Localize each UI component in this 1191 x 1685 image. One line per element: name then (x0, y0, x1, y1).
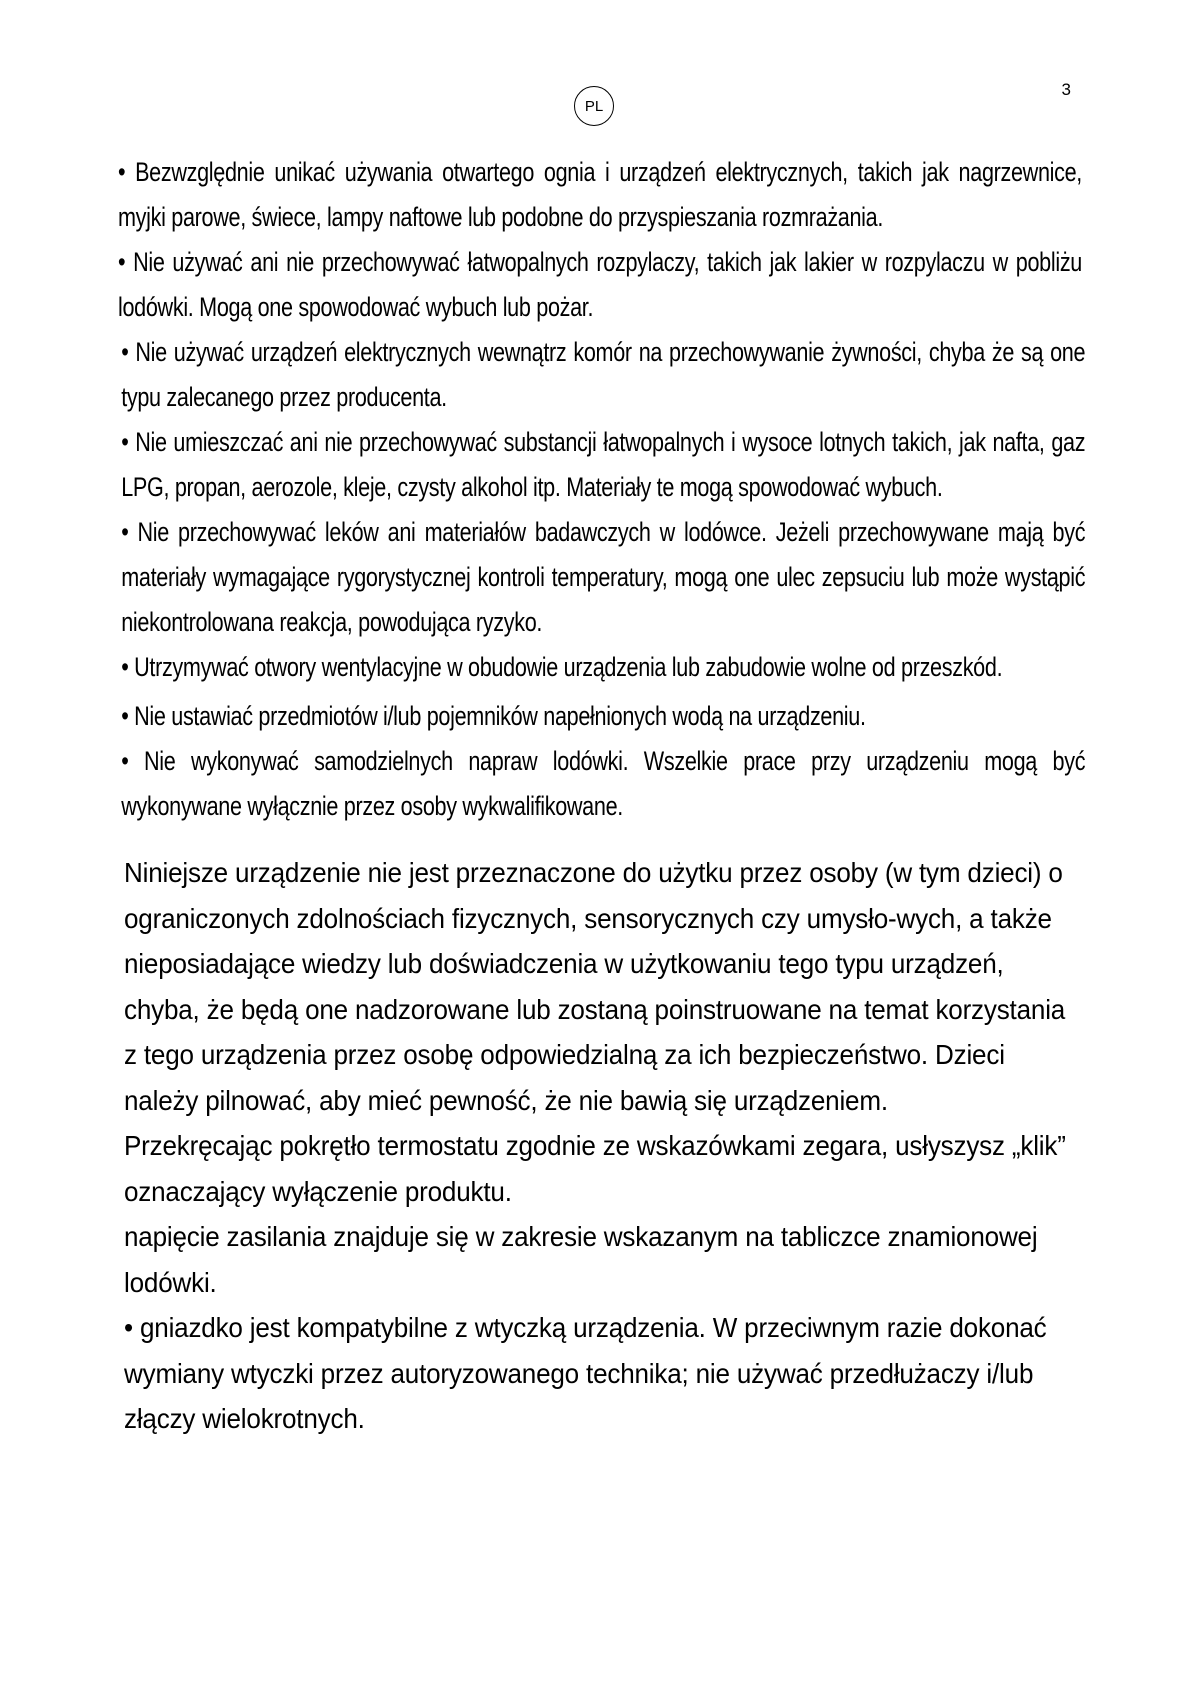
warning-item: • Nie przechowywać leków ani materiałów badawczych w lodówce. Jeżeli przechowywane mają być materiały wymagające rygorystycznej kontroli temperatury, mogą one ulec zepsuciu lub może wystąpić niekontrolowana reakcja, powodująca ryzyko. (121, 517, 1086, 637)
warning-item: • Nie wykonywać samodzielnych napraw lodówki. Wszelkie prace przy urządzeniu mogą być wykonywane wyłącznie przez osoby wykwalifikowane. (121, 746, 1086, 821)
paragraph-voltage: napięcie zasilania znajduje się w zakresie wskazanym na tabliczce znamionowej lodówki. (124, 1221, 1038, 1298)
warning-item: • Nie używać ani nie przechowywać łatwopalnych rozpylaczy, takich jak lakier w rozpylaczu w pobliżu lodówki. Mogą one spowodować wybuch lub pożar. (118, 247, 1082, 322)
paragraph-thermostat: Przekręcając pokrętło termostatu zgodnie ze wskazówkami zegara, usłyszysz „klik” oznaczający wyłączenie produktu. (124, 1130, 1066, 1207)
paragraph-disability-notice: Niniejsze urządzenie nie jest przeznaczone do użytku przez osoby (w tym dzieci) o ograniczonych zdolnościach fizycznych, sensorycznych czy umysło-wych, a także nieposiadające wiedzy lub doświadczenia w użytkowaniu tego typu urządzeń, chyba, że będą one nadzorowane lub zostaną poinstruowane na temat korzystania z tego urządzenia przez osobę odpowiedzialną za ich bezpieczeństwo. Dzieci należy pilnować, aby mieć pewność, że nie bawią się urządzeniem. (124, 857, 1066, 1116)
body-text (124, 850, 1084, 1442)
warning-item: • Nie ustawiać przedmiotów i/lub pojemników napełnionych wodą na urządzeniu. (121, 701, 866, 731)
warning-item: • Nie używać urządzeń elektrycznych wewnątrz komór na przechowywanie żywności, chyba że są one typu zalecanego przez producenta. (121, 337, 1086, 412)
page-number: 3 (1061, 80, 1071, 99)
warnings-list (118, 150, 1086, 829)
warning-item: • Nie umieszczać ani nie przechowywać substancji łatwopalnych i wysoce lotnych takich, jak nafta, gaz LPG, propan, aerozole, kleje, czysty alkohol itp. Materiały te mogą spowodować wybuch. (121, 427, 1086, 502)
language-badge: PL (574, 86, 614, 126)
paragraph-socket: • gniazdko jest kompatybilne z wtyczką urządzenia. W przeciwnym razie dokonać wymiany wtyczki przez autoryzowanego technika; nie używać przedłużaczy i/lub złączy wielokrotnych. (124, 1312, 1047, 1434)
warning-item: • Utrzymywać otwory wentylacyjne w obudowie urządzenia lub zabudowie wolne od przeszkód. (121, 652, 1003, 682)
warning-item: • Bezwzględnie unikać używania otwartego ognia i urządzeń elektrycznych, takich jak nagrzewnice, myjki parowe, świece, lampy naftowe lub podobne do przyspieszania rozmrażania. (118, 157, 1082, 232)
